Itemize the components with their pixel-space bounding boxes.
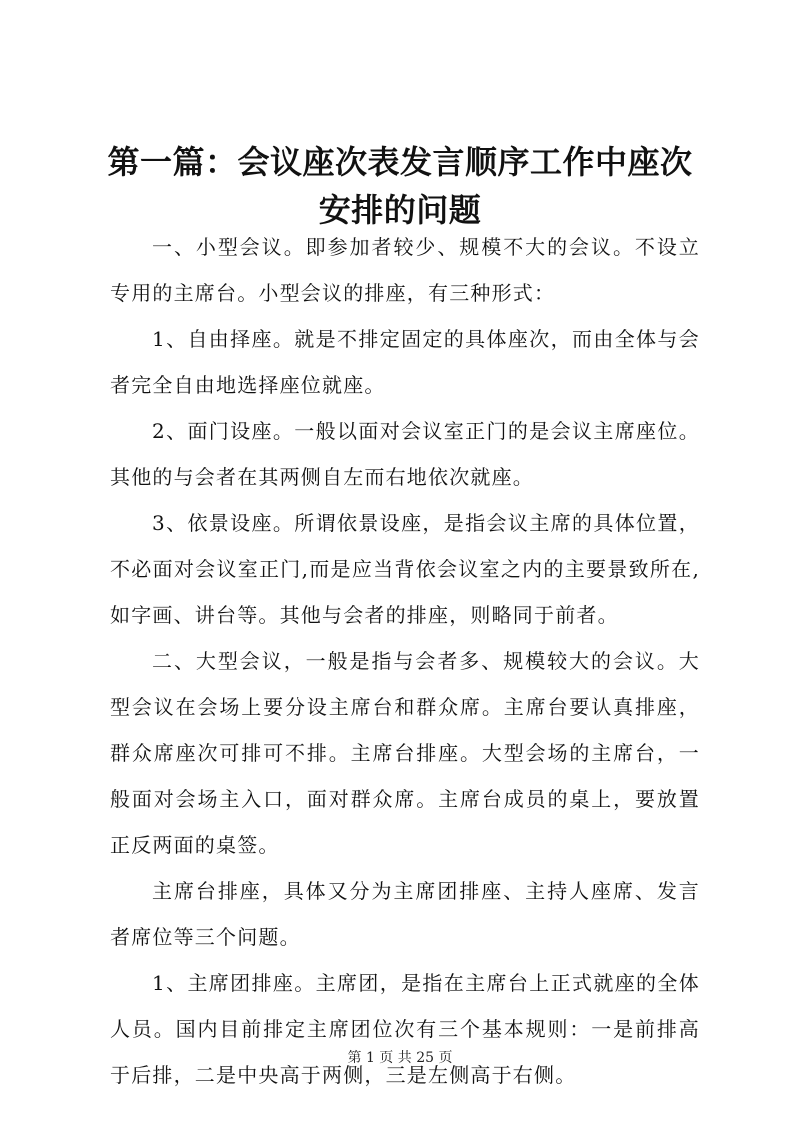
page-footer: 第 1 页 共 25 页 xyxy=(347,1050,453,1066)
paragraph-facing-door-seating: 2、面门设座。一般以面对会议室正门的是会议主席座位。其他的与会者在其两侧自左而右地依次就座。 xyxy=(110,419,700,489)
paragraph-scene-based-seating: 3、依景设座。所谓依景设座，是指会议主席的具体位置，不必面对会议室正门,而是应当背依会议室之内的主要景致所在,如字画、讲台等。其他与会者的排座，则略同于前者。 xyxy=(110,511,700,627)
paragraph-free-seating: 1、自由择座。就是不排定固定的具体座次，而由全体与会者完全自由地选择座位就座。 xyxy=(110,327,700,397)
paragraph-large-meeting: 二、大型会议，一般是指与会者多、规模较大的会议。大型会议在会场上要分设主席台和群众席。主席台要认真排座，群众席座次可排可不排。主席台排座。大型会场的主席台，一般面对会场主入口，面对群众席。主席台成员的桌上，要放置正反两面的桌签。 xyxy=(110,649,700,857)
paragraph-presidium-seating: 1、主席团排座。主席团，是指在主席台上正式就座的全体人员。国内目前排定主席团位次有三个基本规则：一是前排高于后排，二是中央高于两侧，三是左侧高于右侧。 xyxy=(110,971,700,1087)
paragraph-rostrum-seating: 主席台排座，具体又分为主席团排座、主持人座席、发言者席位等三个问题。 xyxy=(110,879,700,949)
paragraph-small-meeting: 一、小型会议。即参加者较少、规模不大的会议。不设立专用的主席台。小型会议的排座，有三种形式： xyxy=(110,235,700,305)
page-title: 第一篇：会议座次表发言顺序工作中座次安排的问题 xyxy=(107,143,693,229)
document-body xyxy=(110,224,700,1098)
